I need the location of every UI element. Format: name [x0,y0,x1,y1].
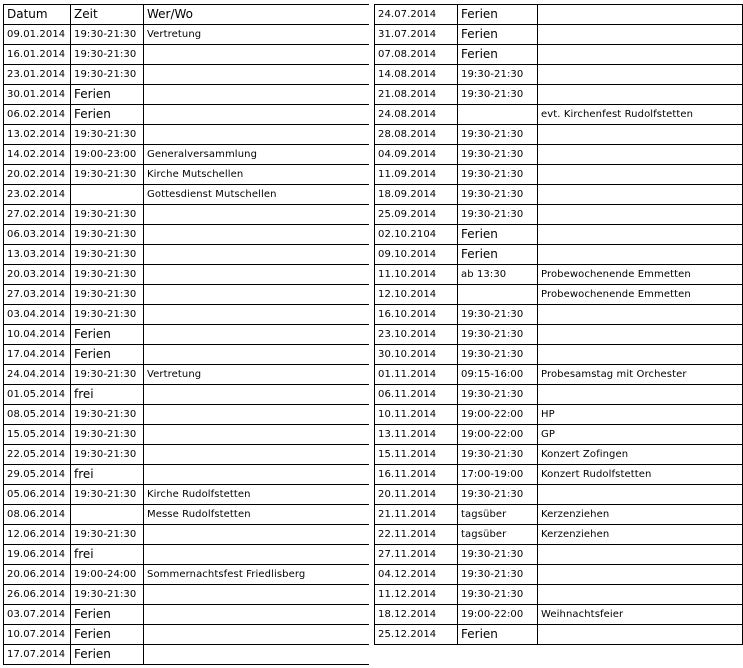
cell-time[interactable] [458,105,538,125]
table-row [375,565,743,585]
table-row [375,225,743,245]
table-row [375,545,743,565]
cell-date[interactable]: 01.05.2014 [4,385,71,405]
table-row [4,185,370,205]
cell-note[interactable]: Kerzenziehen [538,505,743,525]
cell-note[interactable] [144,305,370,325]
cell-date[interactable]: 27.03.2014 [4,285,71,305]
cell-date[interactable]: 11.12.2014 [375,585,458,605]
cell-note[interactable] [538,485,743,505]
table-row [4,365,370,385]
cell-time[interactable]: 19:00-22:00 [458,405,538,425]
table-row [375,125,743,145]
cell-note[interactable]: Kirche Mutschellen [144,165,370,185]
table-row [375,325,743,345]
cell-date[interactable]: 04.12.2014 [375,565,458,585]
table-row [375,145,743,165]
cell-time[interactable]: 19:30-21:30 [71,45,144,65]
cell-time[interactable]: 19:30-21:30 [71,125,144,145]
cell-date[interactable]: 08.06.2014 [4,505,71,525]
table-row [4,25,370,45]
table-row [375,5,743,25]
table-row [375,65,743,85]
cell-time[interactable]: 19:30-21:30 [458,345,538,365]
cell-date[interactable]: 24.07.2014 [375,5,458,25]
cell-date[interactable]: 27.02.2014 [4,205,71,225]
cell-note[interactable] [538,545,743,565]
cell-time[interactable]: Ferien [71,85,144,105]
cell-time[interactable]: 19:30-21:30 [458,565,538,585]
table-row [375,205,743,225]
table-row [375,605,743,625]
cell-note[interactable]: Vertretung [144,25,370,45]
cell-time[interactable]: 19:00-22:00 [458,425,538,445]
cell-note[interactable] [538,385,743,405]
cell-note[interactable] [538,585,743,605]
cell-date[interactable]: 17.04.2014 [4,345,71,365]
cell-time[interactable]: Ferien [71,645,144,665]
cell-note[interactable] [538,25,743,45]
cell-time[interactable]: 19:30-21:30 [71,425,144,445]
table-row [375,305,743,325]
cell-note[interactable] [538,165,743,185]
table-row [4,445,370,465]
cell-date[interactable]: 24.04.2014 [4,365,71,385]
table-row [4,265,370,285]
table-row [4,205,370,225]
cell-time[interactable]: Ferien [458,5,538,25]
table-row [375,345,743,365]
cell-note[interactable] [144,465,370,485]
cell-date[interactable]: 03.04.2014 [4,305,71,325]
table-row [4,485,370,505]
cell-note[interactable] [538,185,743,205]
cell-note[interactable] [144,405,370,425]
cell-note[interactable] [144,445,370,465]
table-row [375,165,743,185]
table-row [375,405,743,425]
table-row [375,625,743,645]
table-row [375,445,743,465]
cell-note[interactable] [538,205,743,225]
cell-date[interactable]: 06.11.2014 [375,385,458,405]
cell-date[interactable]: 03.07.2014 [4,605,71,625]
cell-note[interactable] [144,245,370,265]
cell-note[interactable] [144,125,370,145]
table-row [4,285,370,305]
cell-date[interactable]: 24.08.2014 [375,105,458,125]
cell-time[interactable] [71,505,144,525]
cell-note[interactable] [144,325,370,345]
cell-note[interactable]: Gottesdienst Mutschellen [144,185,370,205]
cell-date[interactable]: 17.07.2014 [4,645,71,665]
cell-date[interactable]: 16.01.2014 [4,45,71,65]
cell-time[interactable]: tagsüber [458,505,538,525]
table-row [4,45,370,65]
cell-date[interactable]: 26.06.2014 [4,585,71,605]
cell-date[interactable]: 13.02.2014 [4,125,71,145]
cell-date[interactable]: 12.06.2014 [4,525,71,545]
cell-time[interactable]: 19:30-21:30 [458,85,538,105]
cell-time[interactable]: 19:30-21:30 [458,205,538,225]
cell-note[interactable] [144,625,370,645]
table-row [375,465,743,485]
cell-note[interactable] [538,345,743,365]
cell-date[interactable]: 11.10.2014 [375,265,458,285]
cell-note[interactable] [144,205,370,225]
header-time[interactable]: Zeit [71,5,144,25]
cell-time[interactable] [71,185,144,205]
cell-date[interactable]: 25.12.2014 [375,625,458,645]
cell-time[interactable]: 19:30-21:30 [458,125,538,145]
cell-date[interactable]: 14.02.2014 [4,145,71,165]
cell-date[interactable]: 21.11.2014 [375,505,458,525]
cell-note[interactable] [538,125,743,145]
table-row [375,385,743,405]
cell-note[interactable] [538,85,743,105]
table-row [4,545,370,565]
cell-date[interactable]: 10.07.2014 [4,625,71,645]
table-row [4,305,370,325]
cell-note[interactable] [538,45,743,65]
cell-note[interactable] [144,265,370,285]
cell-date[interactable]: 01.11.2014 [375,365,458,385]
cell-date[interactable]: 13.11.2014 [375,425,458,445]
cell-time[interactable]: 19:30-21:30 [71,165,144,185]
cell-time[interactable]: 19:30-21:30 [71,365,144,385]
schedule-table-left [3,4,370,665]
table-row [375,485,743,505]
header-who[interactable]: Wer/Wo [144,5,370,25]
cell-date[interactable]: 20.11.2014 [375,485,458,505]
cell-note[interactable]: Messe Rudolfstetten [144,505,370,525]
cell-date[interactable]: 15.11.2014 [375,445,458,465]
cell-time[interactable]: Ferien [458,45,538,65]
cell-note[interactable]: GP [538,425,743,445]
cell-date[interactable]: 23.10.2014 [375,325,458,345]
cell-time[interactable]: 19:30-21:30 [458,305,538,325]
table-row [4,125,370,145]
cell-time[interactable]: 19:30-21:30 [71,305,144,325]
cell-time[interactable]: 19:30-21:30 [458,485,538,505]
cell-date[interactable]: 23.02.2014 [4,185,71,205]
cell-note[interactable]: Kirche Rudolfstetten [144,485,370,505]
cell-note[interactable]: Vertretung [144,365,370,385]
cell-note[interactable] [538,325,743,345]
cell-time[interactable]: 19:00-23:00 [71,145,144,165]
cell-date[interactable]: 20.02.2014 [4,165,71,185]
cell-note[interactable] [144,645,370,665]
cell-date[interactable]: 31.07.2014 [375,25,458,45]
cell-time[interactable]: 19:30-21:30 [71,485,144,505]
cell-date[interactable]: 20.06.2014 [4,565,71,585]
cell-note[interactable] [144,65,370,85]
cell-time[interactable]: 17:00-19:00 [458,465,538,485]
table-row [4,345,370,365]
table-row [4,145,370,165]
cell-note[interactable]: Sommernachtsfest Friedlisberg [144,565,370,585]
cell-date[interactable]: 20.03.2014 [4,265,71,285]
cell-date[interactable]: 02.10.2104 [375,225,458,245]
cell-date[interactable]: 14.08.2014 [375,65,458,85]
cell-note[interactable]: Konzert Rudolfstetten [538,465,743,485]
cell-note[interactable]: evt. Kirchenfest Rudolfstetten [538,105,743,125]
cell-time[interactable]: Ferien [71,345,144,365]
cell-time[interactable]: 19:30-21:30 [71,285,144,305]
cell-time[interactable]: 19:30-21:30 [71,25,144,45]
cell-time[interactable]: Ferien [71,605,144,625]
cell-time[interactable]: Ferien [458,245,538,265]
cell-time[interactable]: 19:30-21:30 [458,445,538,465]
table-row [375,85,743,105]
cell-time[interactable]: Ferien [458,25,538,45]
cell-note[interactable]: Probesamstag mit Orchester [538,365,743,385]
cell-time[interactable]: 19:30-21:30 [71,525,144,545]
cell-note[interactable] [144,525,370,545]
cell-time[interactable]: Ferien [71,625,144,645]
cell-date[interactable]: 23.01.2014 [4,65,71,85]
cell-note[interactable]: Generalversammlung [144,145,370,165]
table-row [375,585,743,605]
table-row [4,165,370,185]
cell-date[interactable]: 11.09.2014 [375,165,458,185]
table-row [375,25,743,45]
cell-time[interactable]: 19:30-21:30 [458,65,538,85]
cell-date[interactable]: 29.05.2014 [4,465,71,485]
cell-date[interactable]: 22.11.2014 [375,525,458,545]
cell-date[interactable]: 30.10.2014 [375,345,458,365]
cell-note[interactable] [144,425,370,445]
cell-time[interactable]: 19:30-21:30 [71,245,144,265]
cell-note[interactable] [144,385,370,405]
cell-date[interactable]: 09.10.2014 [375,245,458,265]
cell-note[interactable]: HP [538,405,743,425]
cell-time[interactable]: 19:00-24:00 [71,565,144,585]
table-row [375,425,743,445]
cell-time[interactable]: 19:30-21:30 [458,185,538,205]
cell-note[interactable] [538,145,743,165]
cell-date[interactable]: 06.02.2014 [4,105,71,125]
cell-date[interactable]: 15.05.2014 [4,425,71,445]
cell-time[interactable]: Ferien [71,105,144,125]
cell-note[interactable] [144,285,370,305]
cell-date[interactable]: 04.09.2014 [375,145,458,165]
table-row [4,565,370,585]
cell-note[interactable]: Probewochenende Emmetten [538,265,743,285]
cell-note[interactable] [144,45,370,65]
header-row [4,5,370,25]
cell-time[interactable]: 19:30-21:30 [71,585,144,605]
table-row [4,465,370,485]
cell-note[interactable] [538,305,743,325]
cell-date[interactable]: 10.04.2014 [4,325,71,345]
cell-note[interactable] [144,345,370,365]
cell-date[interactable]: 28.08.2014 [375,125,458,145]
cell-note[interactable] [144,225,370,245]
table-row [4,245,370,265]
cell-time[interactable]: 19:30-21:30 [458,145,538,165]
table-row [375,265,743,285]
cell-date[interactable]: 19.06.2014 [4,545,71,565]
cell-note[interactable] [538,225,743,245]
cell-note[interactable]: Kerzenziehen [538,525,743,545]
table-row [4,385,370,405]
cell-date[interactable]: 10.11.2014 [375,405,458,425]
cell-date[interactable]: 25.09.2014 [375,205,458,225]
cell-time[interactable]: frei [71,385,144,405]
cell-date[interactable]: 18.12.2014 [375,605,458,625]
table-row [375,185,743,205]
cell-note[interactable] [538,625,743,645]
cell-date[interactable]: 08.05.2014 [4,405,71,425]
cell-date[interactable]: 06.03.2014 [4,225,71,245]
table-row [375,285,743,305]
cell-date[interactable]: 30.01.2014 [4,85,71,105]
cell-note[interactable] [144,85,370,105]
cell-time[interactable]: frei [71,545,144,565]
cell-date[interactable]: 07.08.2014 [375,45,458,65]
header-date[interactable]: Datum [4,5,71,25]
table-row [4,645,370,665]
spreadsheet [3,4,743,668]
cell-time[interactable]: frei [71,465,144,485]
cell-note[interactable] [144,605,370,625]
table-row [375,105,743,125]
cell-date[interactable]: 16.11.2014 [375,465,458,485]
cell-note[interactable] [538,245,743,265]
cell-date[interactable]: 27.11.2014 [375,545,458,565]
cell-date[interactable]: 09.01.2014 [4,25,71,45]
table-row [375,245,743,265]
cell-date[interactable]: 21.08.2014 [375,85,458,105]
cell-note[interactable]: Weihnachtsfeier [538,605,743,625]
table-row [4,325,370,345]
cell-time[interactable]: 19:30-21:30 [458,325,538,345]
cell-date[interactable]: 18.09.2014 [375,185,458,205]
cell-time[interactable]: tagsüber [458,525,538,545]
cell-time[interactable]: 09:15-16:00 [458,365,538,385]
cell-date[interactable]: 22.05.2014 [4,445,71,465]
cell-note[interactable] [538,5,743,25]
cell-note[interactable] [538,565,743,585]
cell-time[interactable]: 19:30-21:30 [71,225,144,245]
cell-note[interactable]: Probewochenende Emmetten [538,285,743,305]
table-row [375,45,743,65]
table-row [4,605,370,625]
cell-time[interactable]: 19:30-21:30 [71,65,144,85]
cell-date[interactable]: 13.03.2014 [4,245,71,265]
table-row [4,85,370,105]
cell-time[interactable]: 19:30-21:30 [71,205,144,225]
cell-date[interactable]: 16.10.2014 [375,305,458,325]
cell-time[interactable]: Ferien [458,625,538,645]
cell-note[interactable] [144,585,370,605]
table-row [375,505,743,525]
table-row [4,625,370,645]
table-row [4,505,370,525]
cell-time[interactable]: ab 13:30 [458,265,538,285]
table-row [4,225,370,245]
table-row [4,65,370,85]
cell-note[interactable] [144,105,370,125]
cell-note[interactable] [538,65,743,85]
table-row [4,425,370,445]
cell-date[interactable]: 05.06.2014 [4,485,71,505]
cell-time[interactable]: 19:30-21:30 [71,405,144,425]
cell-note[interactable] [144,545,370,565]
cell-time[interactable]: 19:30-21:30 [458,165,538,185]
cell-time[interactable]: 19:30-21:30 [458,545,538,565]
cell-time[interactable]: 19:30-21:30 [71,265,144,285]
table-row [4,585,370,605]
cell-note[interactable]: Konzert Zofingen [538,445,743,465]
table-row [4,525,370,545]
table-row [4,105,370,125]
cell-time[interactable]: Ferien [458,225,538,245]
cell-date[interactable]: 12.10.2014 [375,285,458,305]
table-row [375,525,743,545]
cell-time[interactable]: 19:30-21:30 [71,445,144,465]
cell-time[interactable]: 19:30-21:30 [458,585,538,605]
cell-time[interactable]: Ferien [71,325,144,345]
schedule-table-right [374,4,743,645]
cell-time[interactable]: 19:00-22:00 [458,605,538,625]
cell-time[interactable]: 19:30-21:30 [458,385,538,405]
table-row [4,405,370,425]
table-row [375,365,743,385]
cell-time[interactable] [458,285,538,305]
